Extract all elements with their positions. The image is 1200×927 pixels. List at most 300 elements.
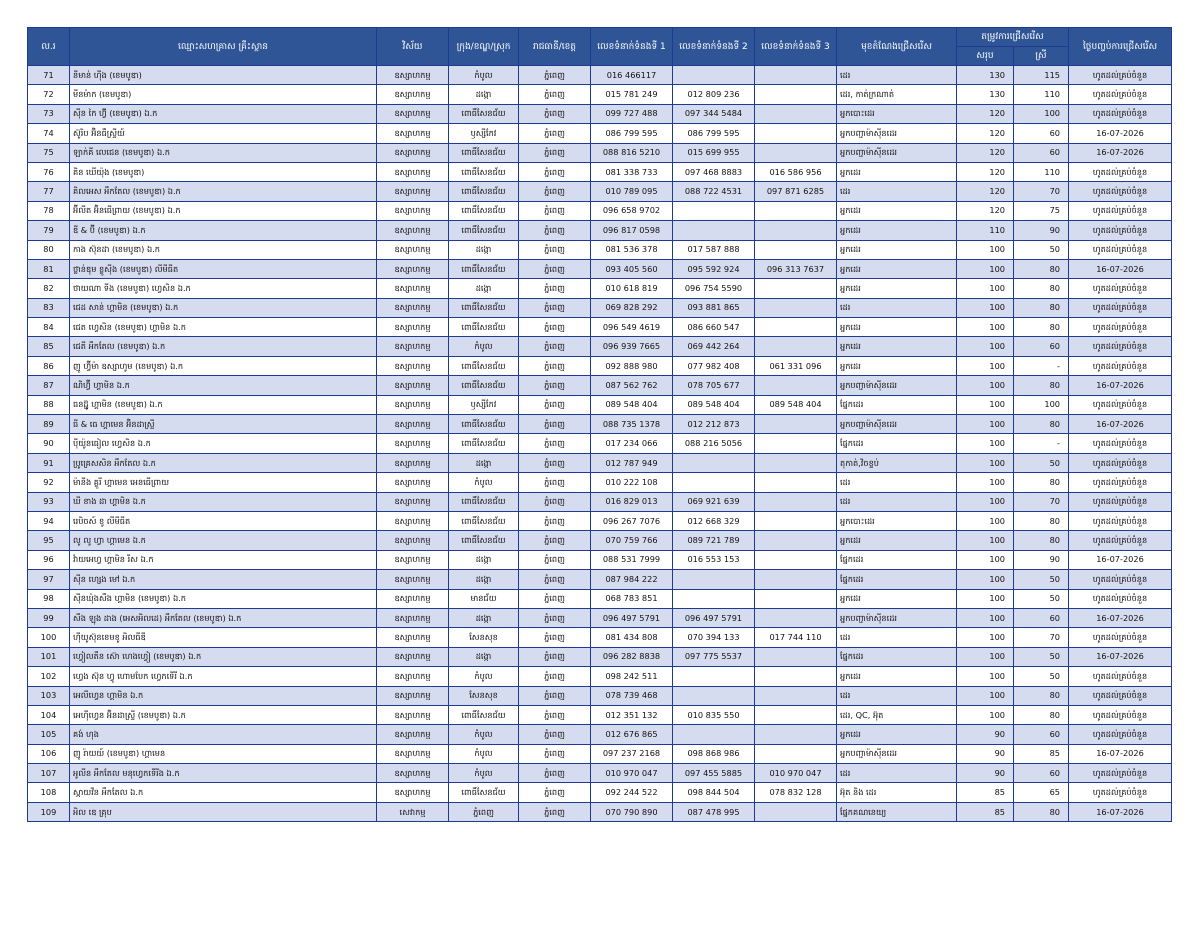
cell-total: 100 — [957, 589, 1014, 608]
cell-female: 70 — [1014, 492, 1069, 511]
cell-phone3: 061 331 096 — [755, 356, 837, 375]
cell-phone2: 012 809 236 — [673, 85, 755, 104]
cell-company-name: លូ លូ ហ្វា ហ្គាមេន ឯ.ក — [70, 531, 377, 550]
cell-deadline: 16-07-2026 — [1069, 143, 1172, 162]
cell-no: 86 — [28, 356, 70, 375]
cell-deadline: ហូតដល់គ្រប់ចំនួន — [1069, 570, 1172, 589]
cell-phone3 — [755, 124, 837, 143]
cell-district: កំបូល — [449, 337, 519, 356]
cell-sector: ឧស្សាហកម្ម — [377, 85, 449, 104]
cell-position: ដេរ, កាត់ក្រណាត់ — [837, 85, 957, 104]
cell-deadline: ហូតដល់គ្រប់ចំនួន — [1069, 104, 1172, 123]
cell-phone1: 012 351 132 — [591, 705, 673, 724]
cell-phone2: 016 553 153 — [673, 550, 755, 569]
cell-no: 71 — [28, 66, 70, 85]
cell-phone2: 097 344 5484 — [673, 104, 755, 123]
cell-phone1: 010 618 819 — [591, 279, 673, 298]
table-row — [28, 783, 1172, 802]
cell-no: 103 — [28, 686, 70, 705]
cell-position: អ្នកដេរ — [837, 318, 957, 337]
table-header — [28, 28, 1172, 66]
cell-deadline: 16-07-2026 — [1069, 376, 1172, 395]
cell-phone3 — [755, 725, 837, 744]
table-row — [28, 356, 1172, 375]
cell-no: 84 — [28, 318, 70, 337]
col-header-needed: តម្រូវការជ្រើសរើស — [957, 28, 1069, 47]
cell-sector: ឧស្សាហកម្ម — [377, 259, 449, 278]
cell-no: 76 — [28, 162, 70, 181]
table-row — [28, 511, 1172, 530]
cell-phone1: 069 828 292 — [591, 298, 673, 317]
cell-total: 100 — [957, 647, 1014, 666]
cell-phone3 — [755, 667, 837, 686]
cell-phone2 — [673, 453, 755, 472]
table-row — [28, 143, 1172, 162]
cell-deadline: ហូតដល់គ្រប់ចំនួន — [1069, 531, 1172, 550]
cell-no: 74 — [28, 124, 70, 143]
cell-district: ពោធិ៍សែនជ័យ — [449, 783, 519, 802]
cell-deadline: 16-07-2026 — [1069, 802, 1172, 821]
cell-company-name: ស៊ូរិប អ៊ិនធឺស្ទ្រីយ៍ — [70, 124, 377, 143]
cell-position: អ៊ុត និង ដេរ — [837, 783, 957, 802]
cell-phone1: 012 676 865 — [591, 725, 673, 744]
cell-position: ដេរ — [837, 628, 957, 647]
cell-district: ដង្កោ — [449, 85, 519, 104]
cell-deadline: ហូតដល់គ្រប់ចំនួន — [1069, 589, 1172, 608]
table-row — [28, 337, 1172, 356]
cell-phone1: 096 817 0598 — [591, 221, 673, 240]
cell-phone2 — [673, 667, 755, 686]
cell-female: 100 — [1014, 104, 1069, 123]
cell-district: ពោធិ៍សែនជ័យ — [449, 143, 519, 162]
cell-sector: ឧស្សាហកម្ម — [377, 279, 449, 298]
cell-phone3 — [755, 337, 837, 356]
cell-no: 102 — [28, 667, 70, 686]
cell-district: ដង្កោ — [449, 647, 519, 666]
table-row — [28, 182, 1172, 201]
cell-deadline: ហូតដល់គ្រប់ចំនួន — [1069, 318, 1172, 337]
col-header-district: ក្រុង/ខណ្ឌ/ស្រុក — [449, 28, 519, 66]
col-header-name: ឈ្មោះសហគ្រាស គ្រឹះស្ថាន — [70, 28, 377, 66]
table-row — [28, 240, 1172, 259]
cell-sector: ឧស្សាហកម្ម — [377, 201, 449, 220]
cell-phone3 — [755, 434, 837, 453]
cell-position: ដេរ — [837, 182, 957, 201]
cell-phone1: 086 799 595 — [591, 124, 673, 143]
cell-phone1: 087 562 762 — [591, 376, 673, 395]
cell-position: អ្នកបញ្ជាម៉ាស៊ីនដេរ — [837, 608, 957, 627]
cell-district: សែនសុខ — [449, 628, 519, 647]
cell-phone2: 069 442 264 — [673, 337, 755, 356]
cell-deadline: ហូតដល់គ្រប់ចំនួន — [1069, 221, 1172, 240]
cell-district: ពោធិ៍សែនជ័យ — [449, 182, 519, 201]
cell-no: 82 — [28, 279, 70, 298]
cell-district: ពោធិ៍សែនជ័យ — [449, 318, 519, 337]
cell-total: 120 — [957, 201, 1014, 220]
cell-total: 100 — [957, 415, 1014, 434]
cell-company-name: ហ្វេង ស៊ុន ហ្វូ ហោមបែក ហ្វេកទើរី ឯ.ក — [70, 667, 377, 686]
cell-deadline: ហូតដល់គ្រប់ចំនួន — [1069, 66, 1172, 85]
cell-sector: ឧស្សាហកម្ម — [377, 415, 449, 434]
cell-female: 70 — [1014, 628, 1069, 647]
cell-phone1: 096 497 5791 — [591, 608, 673, 627]
cell-total: 90 — [957, 764, 1014, 783]
cell-phone3 — [755, 415, 837, 434]
cell-phone2: 096 754 5590 — [673, 279, 755, 298]
cell-deadline: ហូតដល់គ្រប់ចំនួន — [1069, 511, 1172, 530]
cell-deadline: ហូតដល់គ្រប់ចំនួន — [1069, 85, 1172, 104]
table-row — [28, 162, 1172, 181]
cell-female: 80 — [1014, 705, 1069, 724]
cell-company-name: អេលីហ្វេន ហ្គាមិន ឯ.ក — [70, 686, 377, 705]
cell-company-name: កាង ស៊ុនដា (ខេមបូឌា) ឯ.ក — [70, 240, 377, 259]
cell-phone2: 097 468 8883 — [673, 162, 755, 181]
cell-province: ភ្នំពេញ — [519, 124, 591, 143]
cell-province: ភ្នំពេញ — [519, 376, 591, 395]
col-header-total: សរុប — [957, 47, 1014, 66]
cell-total: 130 — [957, 66, 1014, 85]
cell-deadline: ហូតដល់គ្រប់ចំនួន — [1069, 182, 1172, 201]
cell-position: ផ្នែកដេរ — [837, 570, 957, 589]
cell-district: ពោធិ៍សែនជ័យ — [449, 531, 519, 550]
cell-no: 105 — [28, 725, 70, 744]
cell-sector: ឧស្សាហកម្ម — [377, 337, 449, 356]
cell-phone3 — [755, 143, 837, 162]
cell-position: ដេរ — [837, 764, 957, 783]
cell-phone1: 070 790 890 — [591, 802, 673, 821]
cell-no: 109 — [28, 802, 70, 821]
cell-phone2: 078 705 677 — [673, 376, 755, 395]
cell-female: 60 — [1014, 764, 1069, 783]
cell-position: អ្នកបោះដេរ — [837, 104, 957, 123]
cell-deadline: ហូតដល់គ្រប់ចំនួន — [1069, 337, 1172, 356]
cell-phone1: 096 549 4619 — [591, 318, 673, 337]
table-row — [28, 764, 1172, 783]
cell-deadline: ហូតដល់គ្រប់ចំនួន — [1069, 298, 1172, 317]
cell-deadline: ហូតដល់គ្រប់ចំនួន — [1069, 628, 1172, 647]
cell-province: ភ្នំពេញ — [519, 221, 591, 240]
cell-sector: ឧស្សាហកម្ម — [377, 143, 449, 162]
cell-position: ដេរ — [837, 686, 957, 705]
cell-female: 80 — [1014, 531, 1069, 550]
cell-female: 80 — [1014, 473, 1069, 492]
table-row — [28, 667, 1172, 686]
cell-sector: ឧស្សាហកម្ម — [377, 667, 449, 686]
cell-total: 90 — [957, 744, 1014, 763]
cell-phone1: 078 739 468 — [591, 686, 673, 705]
cell-no: 101 — [28, 647, 70, 666]
cell-phone3 — [755, 511, 837, 530]
cell-province: ភ្នំពេញ — [519, 395, 591, 414]
cell-female: 50 — [1014, 589, 1069, 608]
cell-position: តុកាត់,វិចខ្ចប់ — [837, 453, 957, 472]
cell-company-name: រេបិចស៍ ខូ លីមីធីត — [70, 511, 377, 530]
cell-province: ភ្នំពេញ — [519, 473, 591, 492]
cell-phone3 — [755, 66, 837, 85]
cell-company-name: ប្រូគ្រេសសិន អឹកតែល ឯ.ក — [70, 453, 377, 472]
cell-phone3 — [755, 104, 837, 123]
cell-phone2: 088 216 5056 — [673, 434, 755, 453]
cell-position: ដេរ — [837, 492, 957, 511]
cell-female: 90 — [1014, 221, 1069, 240]
table-row — [28, 298, 1172, 317]
cell-phone1: 081 338 733 — [591, 162, 673, 181]
cell-phone3 — [755, 802, 837, 821]
cell-female: 80 — [1014, 259, 1069, 278]
cell-phone1: 081 536 378 — [591, 240, 673, 259]
cell-no: 78 — [28, 201, 70, 220]
cell-sector: ឧស្សាហកម្ម — [377, 104, 449, 123]
table-row — [28, 318, 1172, 337]
cell-total: 100 — [957, 570, 1014, 589]
table-row — [28, 686, 1172, 705]
cell-sector: ឧស្សាហកម្ម — [377, 570, 449, 589]
cell-company-name: អិល ឌេ គ្រុប — [70, 802, 377, 821]
table-row — [28, 705, 1172, 724]
cell-female: 50 — [1014, 453, 1069, 472]
cell-no: 81 — [28, 259, 70, 278]
cell-province: ភ្នំពេញ — [519, 705, 591, 724]
cell-company-name: ស៊ីន ហ្សេង មៅ ឯ.ក — [70, 570, 377, 589]
table-row — [28, 492, 1172, 511]
cell-company-name: ជេដ សាន់ ហ្គាមិន (ខេមបូឌា) ឯ.ក — [70, 298, 377, 317]
cell-deadline: ហូតដល់គ្រប់ចំនួន — [1069, 667, 1172, 686]
cell-province: ភ្នំពេញ — [519, 802, 591, 821]
cell-district: ពោធិ៍សែនជ័យ — [449, 376, 519, 395]
cell-company-name: ស៊ីនឃ៉ុងសឹង ហ្គាមិន (ខេមបូឌា) ឯ.ក — [70, 589, 377, 608]
table-row — [28, 85, 1172, 104]
cell-deadline: ហូតដល់គ្រប់ចំនួន — [1069, 356, 1172, 375]
cell-position: អ្នកបញ្ជាម៉ាស៊ីនដេរ — [837, 744, 957, 763]
cell-phone3 — [755, 531, 837, 550]
cell-total: 100 — [957, 453, 1014, 472]
cell-province: ភ្នំពេញ — [519, 647, 591, 666]
cell-phone2: 097 455 5885 — [673, 764, 755, 783]
cell-phone1: 096 939 7665 — [591, 337, 673, 356]
cell-total: 100 — [957, 318, 1014, 337]
cell-phone2: 077 982 408 — [673, 356, 755, 375]
cell-female: 90 — [1014, 550, 1069, 569]
cell-phone2: 089 721 789 — [673, 531, 755, 550]
cell-sector: ឧស្សាហកម្ម — [377, 511, 449, 530]
cell-no: 106 — [28, 744, 70, 763]
cell-female: - — [1014, 434, 1069, 453]
table-row — [28, 66, 1172, 85]
cell-no: 95 — [28, 531, 70, 550]
cell-sector: ឧស្សាហកម្ម — [377, 744, 449, 763]
cell-sector: ឧស្សាហកម្ម — [377, 162, 449, 181]
cell-phone2: 089 548 404 — [673, 395, 755, 414]
cell-district: ដង្កោ — [449, 550, 519, 569]
cell-phone3 — [755, 318, 837, 337]
cell-district: សែនសុខ — [449, 686, 519, 705]
cell-no: 77 — [28, 182, 70, 201]
table-row — [28, 104, 1172, 123]
cell-female: 80 — [1014, 686, 1069, 705]
cell-deadline: ហូតដល់គ្រប់ចំនួន — [1069, 162, 1172, 181]
cell-sector: ឧស្សាហកម្ម — [377, 221, 449, 240]
job-vacancy-table — [27, 27, 1172, 822]
cell-phone1: 010 970 047 — [591, 764, 673, 783]
cell-province: ភ្នំពេញ — [519, 259, 591, 278]
cell-phone1: 093 405 560 — [591, 259, 673, 278]
cell-no: 92 — [28, 473, 70, 492]
cell-phone1: 010 789 095 — [591, 182, 673, 201]
table-row — [28, 259, 1172, 278]
cell-district: កំបូល — [449, 66, 519, 85]
cell-deadline: 16-07-2026 — [1069, 259, 1172, 278]
cell-province: ភ្នំពេញ — [519, 744, 591, 763]
cell-company-name: អេហ៊ីហ្វេន អ៊ិនដាស្ទ្រី (ខេមបូឌា) ឯ.ក — [70, 705, 377, 724]
cell-district: មានជ័យ — [449, 589, 519, 608]
table-row — [28, 570, 1172, 589]
cell-phone1: 068 783 851 — [591, 589, 673, 608]
cell-phone2: 012 212 873 — [673, 415, 755, 434]
cell-female: 100 — [1014, 395, 1069, 414]
cell-female: 50 — [1014, 647, 1069, 666]
cell-province: ភ្នំពេញ — [519, 667, 591, 686]
cell-company-name: ហ្វៀលតឹន ស៊ោ ហេងហ្វៀ (ខេមបូឌា) ឯ.ក — [70, 647, 377, 666]
cell-sector: ឧស្សាហកម្ម — [377, 473, 449, 492]
cell-phone1: 098 242 511 — [591, 667, 673, 686]
cell-phone2: 093 881 865 — [673, 298, 755, 317]
cell-position: ផ្នែកគណនេយ្យ — [837, 802, 957, 821]
cell-phone3: 078 832 128 — [755, 783, 837, 802]
cell-company-name: មីនម៉ាក (ខេមបូឌា) — [70, 85, 377, 104]
cell-no: 79 — [28, 221, 70, 240]
cell-position: អ្នកបញ្ជាម៉ាស៊ីនដេរ — [837, 124, 957, 143]
cell-sector: សេវាកម្ម — [377, 802, 449, 821]
cell-total: 100 — [957, 434, 1014, 453]
cell-female: 85 — [1014, 744, 1069, 763]
cell-position: អ្នកដេរ — [837, 201, 957, 220]
cell-position: អ្នកបោះដេរ — [837, 511, 957, 530]
cell-total: 100 — [957, 628, 1014, 647]
cell-position: អ្នកដេរ — [837, 259, 957, 278]
cell-phone3 — [755, 298, 837, 317]
cell-district: ដង្កោ — [449, 608, 519, 627]
table-row — [28, 531, 1172, 550]
cell-no: 96 — [28, 550, 70, 569]
cell-district: ពោធិ៍សែនជ័យ — [449, 356, 519, 375]
cell-phone1: 017 234 066 — [591, 434, 673, 453]
cell-position: អ្នកដេរ — [837, 240, 957, 259]
cell-province: ភ្នំពេញ — [519, 182, 591, 201]
cell-phone2: 097 775 5537 — [673, 647, 755, 666]
cell-sector: ឧស្សាហកម្ម — [377, 531, 449, 550]
cell-sector: ឧស្សាហកម្ម — [377, 647, 449, 666]
cell-no: 83 — [28, 298, 70, 317]
cell-no: 98 — [28, 589, 70, 608]
cell-total: 100 — [957, 298, 1014, 317]
cell-position: អ្នកបញ្ជាម៉ាស៊ីនដេរ — [837, 143, 957, 162]
cell-phone2 — [673, 589, 755, 608]
cell-province: ភ្នំពេញ — [519, 725, 591, 744]
cell-total: 130 — [957, 85, 1014, 104]
cell-female: 60 — [1014, 124, 1069, 143]
table-row — [28, 453, 1172, 472]
table-row — [28, 221, 1172, 240]
table-row — [28, 376, 1172, 395]
cell-company-name: អូលីន អឹកតែល មនុហ្វេកទើរីង ឯ.ក — [70, 764, 377, 783]
cell-no: 100 — [28, 628, 70, 647]
cell-no: 107 — [28, 764, 70, 783]
cell-district: ឫស្សីកែវ — [449, 395, 519, 414]
cell-phone1: 088 531 7999 — [591, 550, 673, 569]
cell-position: ផ្នែកដេរ — [837, 395, 957, 414]
cell-female: 60 — [1014, 143, 1069, 162]
cell-deadline: 16-07-2026 — [1069, 550, 1172, 569]
cell-phone3 — [755, 279, 837, 298]
cell-deadline: ហូតដល់គ្រប់ចំនួន — [1069, 395, 1172, 414]
cell-district: ដង្កោ — [449, 453, 519, 472]
cell-province: ភ្នំពេញ — [519, 279, 591, 298]
cell-deadline: ហូតដល់គ្រប់ចំនួន — [1069, 434, 1172, 453]
cell-phone1: 088 816 5210 — [591, 143, 673, 162]
col-header-province: រាជធានី/ខេត្ត — [519, 28, 591, 66]
cell-sector: ឧស្សាហកម្ម — [377, 628, 449, 647]
cell-phone3 — [755, 686, 837, 705]
cell-female: 80 — [1014, 415, 1069, 434]
cell-female: 80 — [1014, 511, 1069, 530]
cell-total: 100 — [957, 686, 1014, 705]
cell-female: 80 — [1014, 802, 1069, 821]
cell-sector: ឧស្សាហកម្ម — [377, 550, 449, 569]
cell-total: 100 — [957, 705, 1014, 724]
cell-phone3 — [755, 473, 837, 492]
cell-deadline: ហូតដល់គ្រប់ចំនួន — [1069, 764, 1172, 783]
cell-position: ដេរ — [837, 473, 957, 492]
cell-female: 80 — [1014, 298, 1069, 317]
cell-no: 75 — [28, 143, 70, 162]
col-header-phone3: លេខទំនាក់ទំនងទី 3 — [755, 28, 837, 66]
cell-company-name: ញូ ហ្វ៊ីម៉ា ឧស្សាហូម (ខេមបូឌា) ឯ.ក — [70, 356, 377, 375]
cell-phone2: 098 868 986 — [673, 744, 755, 763]
cell-deadline: 16-07-2026 — [1069, 608, 1172, 627]
table-row — [28, 802, 1172, 821]
cell-company-name: ស្កាយវីន អឹកតែល ឯ.ក — [70, 783, 377, 802]
table-row — [28, 550, 1172, 569]
cell-position: ដេរ — [837, 298, 957, 317]
cell-phone2: 088 722 4531 — [673, 182, 755, 201]
cell-no: 85 — [28, 337, 70, 356]
cell-position: អ្នកដេរ — [837, 162, 957, 181]
cell-sector: ឧស្សាហកម្ម — [377, 356, 449, 375]
cell-phone1: 016 829 013 — [591, 492, 673, 511]
cell-position: ដេរ — [837, 66, 957, 85]
col-header-female: ស្រី — [1014, 47, 1069, 66]
cell-company-name: ជេត ហ្វេសិន (ខេមបូឌា) ហ្គាមិន ឯ.ក — [70, 318, 377, 337]
cell-total: 110 — [957, 221, 1014, 240]
cell-company-name: សឹង ឡុង ដាង (អេសអិលដេ) អឹកតែល (ខេមបូឌា) ឯ.ក — [70, 608, 377, 627]
cell-phone2 — [673, 473, 755, 492]
cell-phone2: 070 394 133 — [673, 628, 755, 647]
cell-company-name: គិន ឃើយ៉ុង (ខេមបូឌា) — [70, 162, 377, 181]
cell-no: 99 — [28, 608, 70, 627]
cell-no: 73 — [28, 104, 70, 123]
cell-company-name: នីមាន់ ហ៊ីង (ខេមបូឌា) — [70, 66, 377, 85]
cell-district: កំបូល — [449, 725, 519, 744]
cell-total: 120 — [957, 104, 1014, 123]
cell-company-name: ធនដ្ហ៊ូ ហ្គាមិន (ខេមបូឌា) ឯ.ក — [70, 395, 377, 414]
table-row — [28, 473, 1172, 492]
cell-phone3: 089 548 404 — [755, 395, 837, 414]
cell-position: ដេរ, QC, អ៊ុត — [837, 705, 957, 724]
cell-female: 65 — [1014, 783, 1069, 802]
cell-deadline: ហូតដល់គ្រប់ចំនួន — [1069, 783, 1172, 802]
cell-province: ភ្នំពេញ — [519, 570, 591, 589]
cell-no: 72 — [28, 85, 70, 104]
